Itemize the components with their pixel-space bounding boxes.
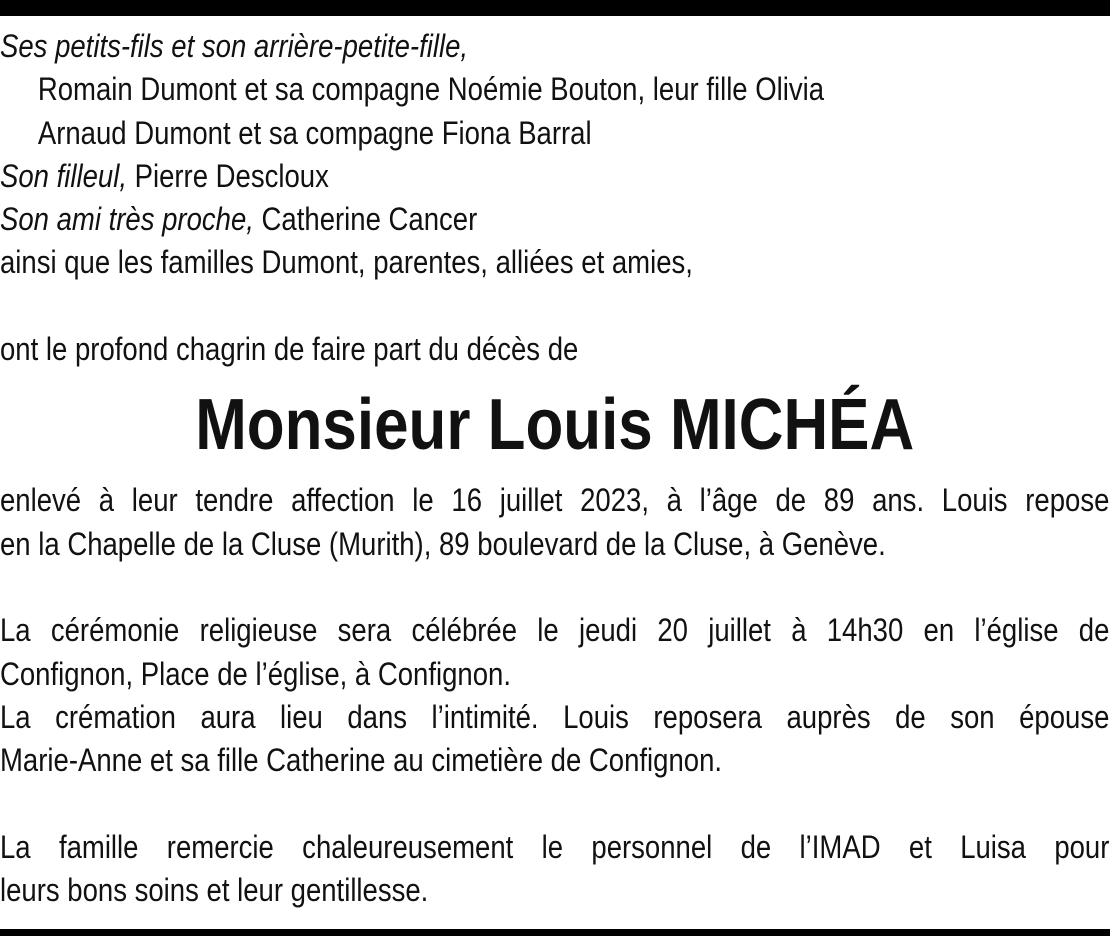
ceremony-line-1: La cérémonie religieuse sera célébrée le jeudi 20 juillet à 14h30 en l’église de	[0, 612, 1110, 649]
deceased-name: Monsieur Louis MICHÉA	[195, 385, 915, 466]
friend-line	[0, 198, 1109, 241]
grandchild-romain: Romain Dumont et sa compagne Noémie Bouton, leur fille Olivia	[37, 71, 825, 108]
godson-line	[0, 155, 1109, 198]
ceremony-line-4: Marie-Anne et sa fille Catherine au cimetière de Confignon.	[0, 742, 723, 779]
top-border	[0, 0, 1110, 16]
spacer	[0, 782, 1109, 825]
families-line: ainsi que les familles Dumont, parentes, alliées et amies,	[0, 244, 693, 281]
grandchild-arnaud: Arnaud Dumont et sa compagne Fiona Barral	[37, 114, 592, 151]
friend-name: Catherine Cancer	[253, 201, 478, 238]
ceremony-line-3: La crémation aura lieu dans l’intimité. Louis reposera auprès de son épouse	[0, 698, 1110, 735]
godson-label: Son filleul,	[0, 157, 127, 194]
ceremony-line-2: Confignon, Place de l’église, à Confignon.	[0, 655, 511, 692]
spacer	[0, 566, 1109, 609]
grandchildren-intro: Ses petits-fils et son arrière-petite-fille,	[0, 28, 469, 64]
details-line-2: en la Chapelle de la Cluse (Murith), 89 boulevard de la Cluse, à Genève.	[0, 525, 886, 562]
bottom-border	[0, 929, 1110, 936]
details-line-1: enlevé à leur tendre affection le 16 juillet 2023, à l’âge de 89 ans. Louis repose	[0, 482, 1110, 519]
godson-name: Pierre Descloux	[126, 157, 329, 194]
thanks-line-1: La famille remercie chaleureusement le personnel de l’IMAD et Luisa pour	[0, 828, 1110, 865]
announcement-line: ont le profond chagrin de faire part du décès de	[0, 331, 579, 368]
friend-label: Son ami très proche,	[0, 201, 254, 238]
obituary-notice	[0, 25, 1109, 912]
spacer	[0, 285, 1109, 328]
thanks-line-2: leurs bons soins et leur gentillesse.	[0, 872, 429, 909]
